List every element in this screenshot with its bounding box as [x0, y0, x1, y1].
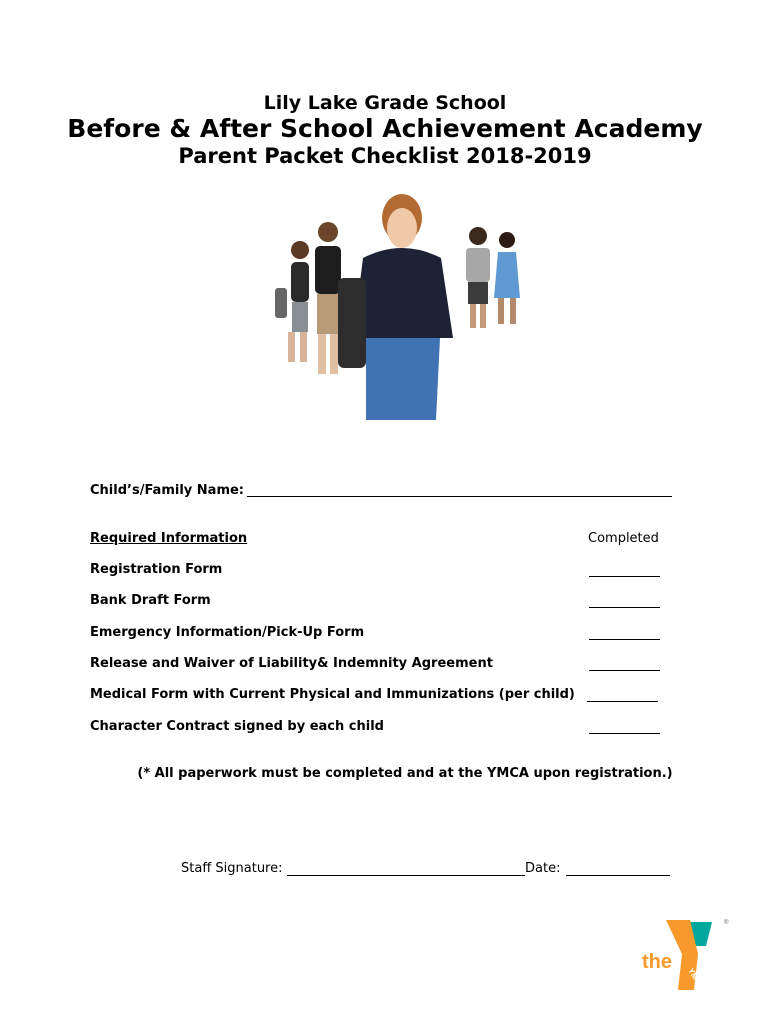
school-name: Lily Lake Grade School — [263, 92, 507, 114]
item-label: Bank Draft Form — [90, 593, 211, 608]
students-photo — [258, 188, 528, 424]
logo-the-text: the — [642, 951, 672, 973]
date-label: Date: — [525, 861, 561, 876]
student-girl-right — [494, 232, 520, 324]
svg-text:®: ® — [724, 920, 729, 926]
staff-signature-field[interactable] — [287, 875, 525, 876]
student-girl-left — [275, 241, 309, 362]
program-title: Before & After School Achievement Academy — [67, 114, 703, 143]
item-label: Release and Waiver of Liability& Indemnity Agreement — [90, 656, 493, 671]
completed-blank[interactable] — [589, 733, 660, 734]
student-boy-right — [466, 227, 490, 328]
completed-blank[interactable] — [589, 670, 660, 671]
completed-blank[interactable] — [589, 576, 660, 577]
date-field[interactable] — [566, 875, 670, 876]
checklist-row — [90, 719, 680, 739]
checklist-row — [90, 593, 680, 613]
family-name-field[interactable] — [247, 496, 672, 497]
logo-ymca-text: YMCA — [686, 966, 706, 992]
staff-signature-label: Staff Signature: — [181, 861, 283, 876]
required-info-heading: Required Information — [90, 531, 248, 546]
completed-blank[interactable] — [589, 607, 660, 608]
student-boy-center — [338, 194, 453, 420]
checklist-row — [90, 625, 680, 645]
completed-blank[interactable] — [587, 701, 658, 702]
family-name-label: Child’s/Family Name: — [90, 483, 245, 498]
ymca-logo — [632, 914, 732, 994]
item-label: Medical Form with Current Physical and Immunizations (per child) — [90, 687, 575, 702]
completed-blank[interactable] — [589, 639, 660, 640]
completed-heading: Completed — [588, 531, 659, 546]
checklist-row — [90, 562, 680, 582]
checklist-row — [90, 656, 680, 676]
checklist-row — [90, 687, 680, 707]
student-girl-second — [315, 222, 341, 374]
item-label: Registration Form — [90, 562, 223, 577]
paperwork-note: (* All paperwork must be completed and at the YMCA upon registration.) — [137, 766, 673, 781]
checklist-title: Parent Packet Checklist 2018-2019 — [178, 144, 592, 168]
item-label: Character Contract signed by each child — [90, 719, 384, 734]
item-label: Emergency Information/Pick-Up Form — [90, 625, 365, 640]
